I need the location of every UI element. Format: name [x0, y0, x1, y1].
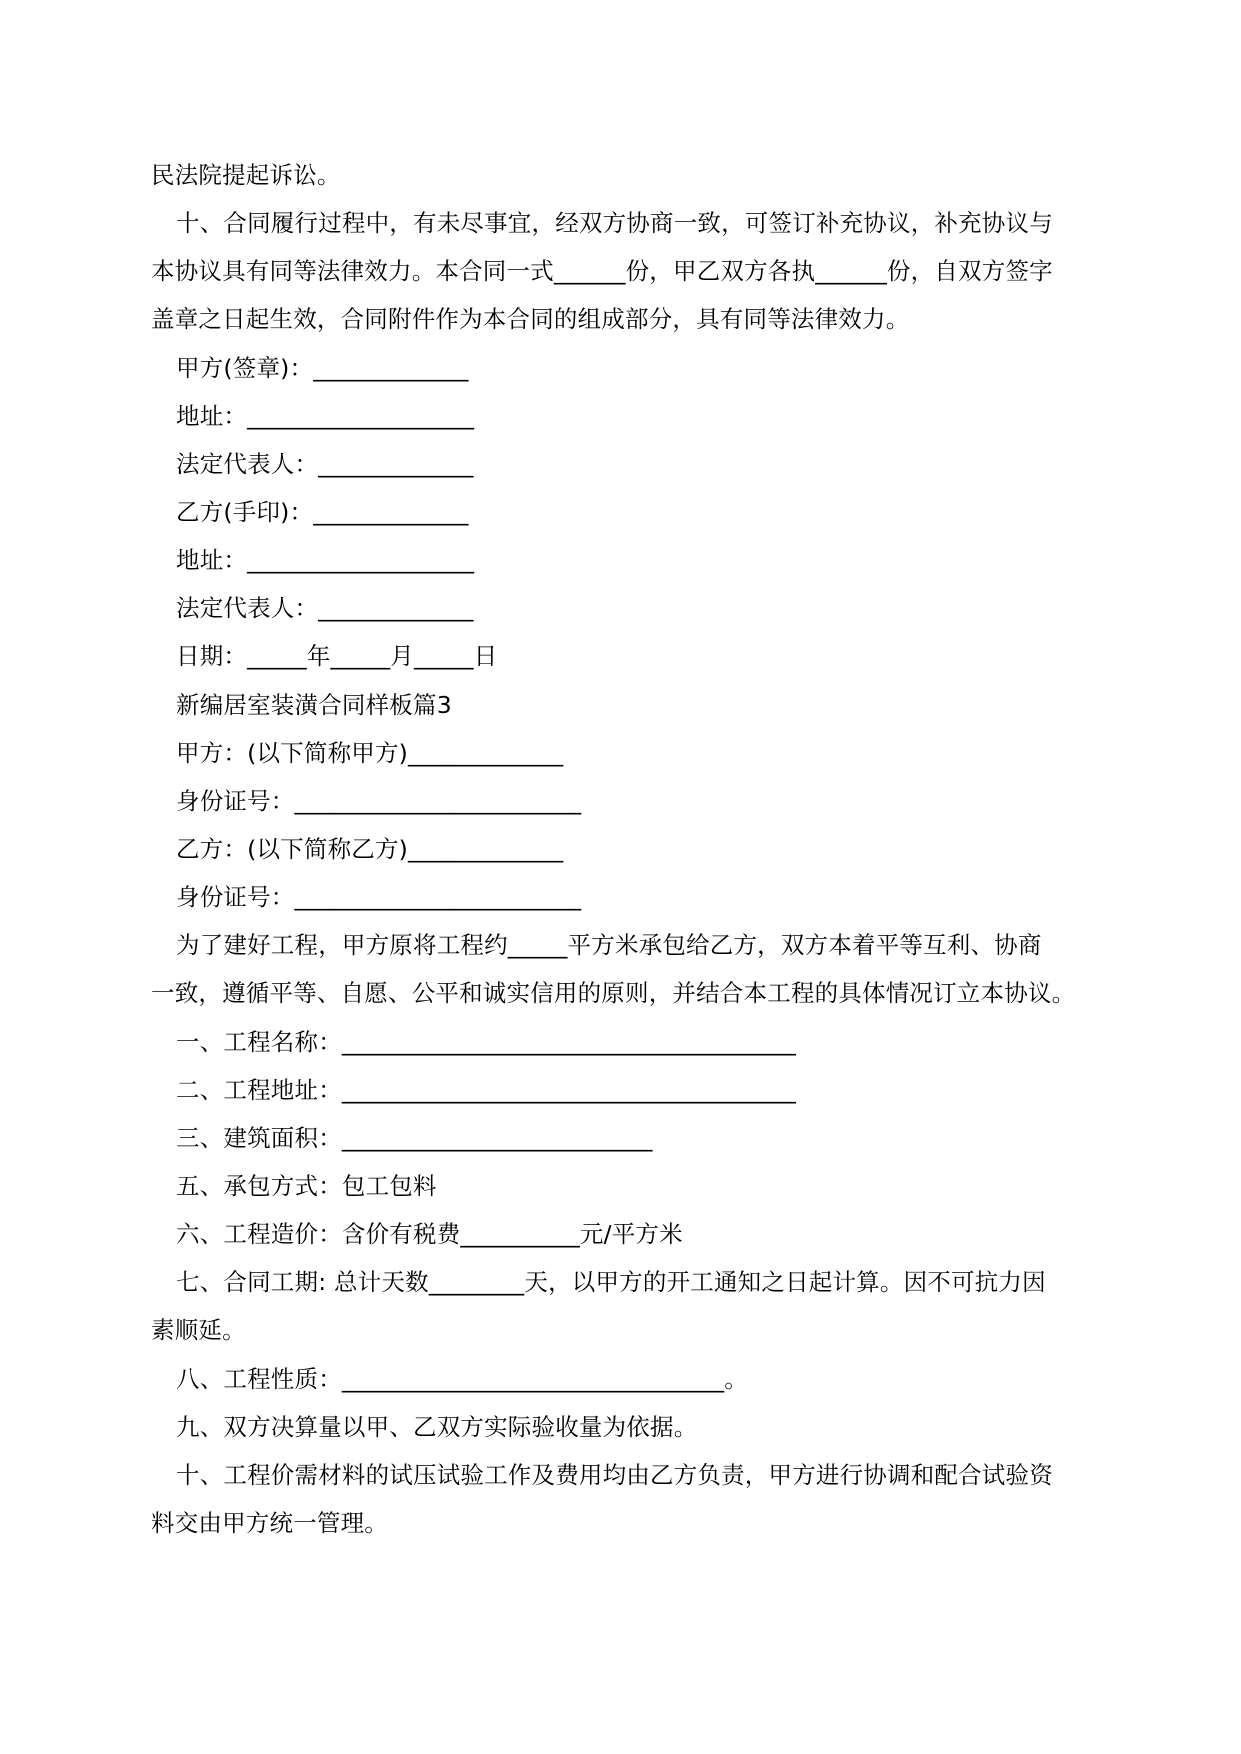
clause-material-testing: 十、工程价需材料的试压试验工作及费用均由乙方负责，甲方进行协调和配合试验资	[176, 1461, 1053, 1489]
address-field: 地址：___________________	[176, 402, 475, 430]
paragraph-line: 料交由甲方统一管理。	[151, 1509, 388, 1537]
signature-field-party-a: 甲方(签章)：_____________	[176, 354, 469, 382]
signature-field-party-b: 乙方(手印)：_____________	[176, 498, 469, 526]
paragraph-line: 民法院提起诉讼。	[151, 161, 341, 189]
paragraph-line: 素顺延。	[151, 1316, 246, 1344]
party-a-field: 甲方：(以下简称甲方)_____________	[176, 739, 564, 767]
clause-project-address: 二、工程地址：______________________________________	[176, 1076, 796, 1104]
id-number-field: 身份证号：________________________	[176, 787, 582, 815]
party-b-field: 乙方：(以下简称乙方)_____________	[176, 835, 564, 863]
clause-project-nature: 八、工程性质：________________________________。	[176, 1365, 748, 1393]
clause-contract-period: 七、合同工期: 总计天数________天，以甲方的开工通知之日起计算。因不可抗力因	[176, 1268, 1046, 1296]
clause-contract-method: 五、承包方式：包工包料	[176, 1172, 437, 1200]
clause-building-area: 三、建筑面积：__________________________	[176, 1124, 653, 1152]
paragraph-line: 本协议具有同等法律效力。本合同一式______份，甲乙双方各执______份，自双方签字	[151, 257, 1053, 285]
paragraph-line: 十、合同履行过程中，有未尽事宜，经双方协商一致，可签订补充协议，补充协议与	[176, 209, 1053, 237]
legal-representative-field: 法定代表人：_____________	[176, 594, 474, 622]
clause-project-cost: 六、工程造价：含价有税费__________元/平方米	[176, 1220, 683, 1248]
section-heading: 新编居室装潢合同样板篇3	[176, 691, 452, 719]
id-number-field: 身份证号：________________________	[176, 883, 582, 911]
legal-representative-field: 法定代表人：_____________	[176, 450, 474, 478]
clause-settlement: 九、双方决算量以甲、乙双方实际验收量为依据。	[176, 1413, 698, 1441]
clause-project-name: 一、工程名称：______________________________________	[176, 1028, 796, 1056]
date-field: 日期：_____年_____月_____日	[176, 642, 498, 670]
paragraph-line: 盖章之日起生效，合同附件作为本合同的组成部分，具有同等法律效力。	[151, 305, 910, 333]
paragraph-line: 为了建好工程，甲方原将工程约_____平方米承包给乙方，双方本着平等互利、协商	[176, 931, 1042, 959]
address-field: 地址：___________________	[176, 546, 475, 574]
paragraph-line: 一致，遵循平等、自愿、公平和诚实信用的原则，并结合本工程的具体情况订立本协议。	[151, 979, 1076, 1007]
